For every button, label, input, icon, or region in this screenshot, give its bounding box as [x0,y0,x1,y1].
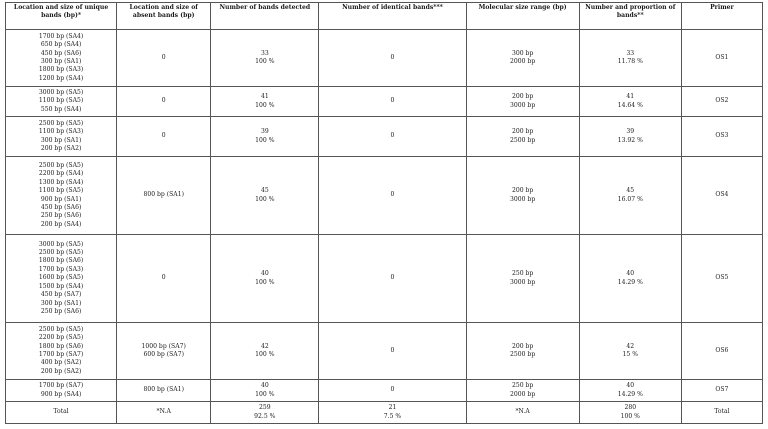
identical-bands-cell-line: 0 [390,97,395,105]
unique-bands-cell-line: 900 bp (SA1) [40,195,82,203]
unique-bands-cell-line: 550 bp (SA4) [40,105,82,113]
table-row [6,30,763,87]
bands-detected-cell-line: 100 % [255,101,275,109]
header-proportion: Number and proportion of bands** [579,3,681,30]
bands-detected-cell-line: 33 [260,49,269,57]
table-row [6,117,763,157]
identical-bands-cell-line: 0 [390,346,395,354]
table-row [6,323,763,380]
proportion-cell [579,402,681,424]
unique-bands-cell-line: 2200 bp (SA5) [38,334,84,342]
proportion-cell-line: 11.78 % [617,58,643,65]
unique-bands-cell-line: 200 bp (SA2) [40,144,82,152]
header-absent-bands: Location and size of absent bands (bp) [117,3,211,30]
absent-bands-cell-line: 600 bp (SA7) [143,351,184,358]
absent-bands-cell [117,235,211,323]
unique-bands-cell [6,87,117,117]
unique-bands-cell-line: 1500 bp (SA4) [38,282,84,290]
unique-bands-cell-line: 2200 bp (SA4) [38,170,84,178]
table-row [6,87,763,117]
data-table [5,2,763,424]
size-range-cell-line: 300 bp [511,49,534,57]
identical-bands-cell-line: 7.5 % [383,412,402,420]
unique-bands-cell-line: 250 bp (SA6) [40,307,82,315]
bands-detected-cell-line: 100 % [255,136,275,144]
identical-bands-cell [319,380,466,402]
bands-detected-cell [211,380,319,402]
size-range-cell-line: 3000 bp [510,278,536,286]
unique-bands-cell-line: 900 bp (SA4) [40,390,82,398]
size-range-cell [466,235,579,323]
primer-cell: OS6 [681,323,762,380]
unique-bands-cell-line: 1100 bp (SA5) [38,97,84,105]
bands-detected-cell-line: 41 [260,93,269,101]
table-row [6,380,763,402]
proportion-cell [579,30,681,87]
unique-bands-cell-line: 1200 bp (SA4) [38,74,84,82]
bands-detected-cell-line: 100 % [255,351,275,358]
primer-cell: OS2 [681,87,762,117]
bands-detected-cell-line: 100 % [255,58,275,65]
unique-bands-cell-line: 400 bp (SA2) [40,359,82,367]
absent-bands-cell [117,157,211,235]
bands-detected-cell-line: 39 [260,128,269,136]
proportion-cell [579,157,681,235]
primer-cell: OS4 [681,157,762,235]
unique-bands-cell-line: 450 bp (SA6) [40,203,82,211]
unique-bands-cell-line: 250 bp (SA6) [40,212,82,220]
unique-bands-cell-line: 650 bp (SA4) [40,41,82,49]
size-range-cell-line: 3000 bp [510,195,536,203]
primer-cell: OS1 [681,30,762,87]
unique-bands-cell-line: 1100 bp (SA3) [38,128,84,136]
bands-detected-cell [211,402,319,424]
identical-bands-cell-line: 0 [390,132,395,140]
unique-bands-cell-line: 1700 bp (SA7) [38,382,84,390]
header-unique-bands: Location and size of unique bands (bp)* [6,3,117,30]
size-range-cell-line: 250 bp [511,382,534,390]
proportion-cell-line: 14.29 % [617,390,643,398]
unique-bands-cell-line: 1700 bp (SA4) [38,32,84,40]
primer-cell: OS5 [681,235,762,323]
proportion-cell-line: 13.92 % [617,136,643,144]
identical-bands-cell-line: 0 [390,191,395,199]
size-range-cell [466,402,579,424]
bands-detected-cell-line: 45 [260,187,269,195]
size-range-cell-line: 200 bp [511,187,534,195]
absent-bands-cell [117,323,211,380]
size-range-cell-line: *N.A [515,408,530,416]
unique-bands-cell-line: 1600 bp (SA5) [38,274,84,282]
unique-bands-cell [6,235,117,323]
unique-bands-cell-line: 1100 bp (SA5) [38,187,84,195]
unique-bands-cell-line: 3000 bp (SA5) [38,88,84,96]
size-range-cell-line: 2500 bp [510,136,536,144]
absent-bands-cell-line: 0 [161,53,166,61]
identical-bands-cell-line: 0 [390,274,395,282]
proportion-cell-line: 14.29 % [617,278,643,286]
size-range-cell-line: 250 bp [511,270,534,278]
bands-detected-cell-line: 40 [260,270,269,278]
bands-detected-cell [211,235,319,323]
identical-bands-cell [319,87,466,117]
absent-bands-cell [117,117,211,157]
unique-bands-cell [6,323,117,380]
bands-detected-cell [211,323,319,380]
absent-bands-cell-line: 0 [161,274,166,282]
proportion-cell-line: 45 [626,187,635,195]
bands-detected-cell [211,157,319,235]
bands-detected-cell-line: 42 [260,342,269,350]
bands-detected-cell [211,117,319,157]
unique-bands-cell-line: Total [53,408,69,416]
header-size-range: Molecular size range (bp) [466,3,579,30]
size-range-cell-line: 2000 bp [510,58,536,65]
unique-bands-cell-line: 2500 bp (SA5) [38,119,84,127]
bands-detected-cell-line: 100 % [255,195,275,203]
size-range-cell-line: 200 bp [511,93,534,101]
unique-bands-cell-line: 1700 bp (SA3) [38,265,84,273]
identical-bands-cell [319,157,466,235]
proportion-cell [579,235,681,323]
proportion-cell-line: 14.64 % [617,101,643,109]
identical-bands-cell [319,117,466,157]
size-range-cell [466,30,579,87]
unique-bands-cell-line: 300 bp (SA1) [40,299,82,307]
bands-detected-cell-line: 92.5 % [254,412,276,420]
absent-bands-cell-line: 800 bp (SA1) [143,386,184,394]
identical-bands-cell [319,30,466,87]
size-range-cell [466,87,579,117]
proportion-cell [579,117,681,157]
unique-bands-cell-line: 200 bp (SA2) [40,367,82,375]
size-range-cell [466,157,579,235]
unique-bands-cell-line: 2500 bp (SA5) [38,249,84,257]
absent-bands-cell [117,380,211,402]
bands-detected-cell-line: 100 % [255,390,275,398]
unique-bands-cell-line: 450 bp (SA6) [40,49,82,57]
table-row [6,157,763,235]
identical-bands-cell [319,323,466,380]
proportion-cell-line: 40 [626,382,635,390]
absent-bands-cell-line: *N.A [156,408,171,416]
size-range-cell-line: 2000 bp [510,390,536,398]
identical-bands-cell [319,235,466,323]
header-identical-bands: Number of identical bands*** [319,3,466,30]
unique-bands-cell-line: 2500 bp (SA5) [38,161,84,169]
unique-bands-cell-line: 2500 bp (SA5) [38,325,84,333]
unique-bands-cell [6,117,117,157]
unique-bands-cell [6,30,117,87]
proportion-cell-line: 280 [624,404,637,412]
absent-bands-cell-line: 0 [161,132,166,140]
bands-detected-cell [211,87,319,117]
size-range-cell [466,117,579,157]
primer-cell: OS7 [681,380,762,402]
total-row [6,402,763,424]
unique-bands-cell-line: 1800 bp (SA6) [38,342,84,350]
bands-detected-cell [211,30,319,87]
proportion-cell-line: 16.07 % [617,195,643,203]
unique-bands-cell-line: 300 bp (SA1) [40,136,82,144]
unique-bands-cell-line: 1800 bp (SA3) [38,66,84,74]
primer-cell: Total [681,402,762,424]
absent-bands-cell-line: 0 [161,97,166,105]
size-range-cell [466,380,579,402]
size-range-cell-line: 200 bp [511,128,534,136]
unique-bands-cell-line: 300 bp (SA1) [40,58,82,65]
proportion-cell-line: 15 % [622,351,639,358]
unique-bands-cell [6,157,117,235]
unique-bands-cell [6,380,117,402]
unique-bands-cell-line: 450 bp (SA7) [40,291,82,299]
identical-bands-cell-line: 0 [390,53,395,61]
unique-bands-cell-line: 1700 bp (SA7) [38,351,84,358]
size-range-cell-line: 2500 bp [510,351,536,358]
proportion-cell [579,323,681,380]
unique-bands-cell-line: 1800 bp (SA6) [38,257,84,265]
unique-bands-cell-line: 200 bp (SA4) [40,220,82,228]
identical-bands-cell-line: 21 [388,404,397,412]
unique-bands-cell-line: 1300 bp (SA4) [38,178,84,186]
table-row [6,235,763,323]
proportion-cell-line: 33 [626,49,635,57]
proportion-cell-line: 100 % [620,412,640,420]
unique-bands-cell [6,402,117,424]
proportion-cell [579,380,681,402]
absent-bands-cell [117,30,211,87]
unique-bands-cell-line: 3000 bp (SA5) [38,240,84,248]
absent-bands-cell [117,87,211,117]
primer-cell: OS3 [681,117,762,157]
size-range-cell [466,323,579,380]
header-row [6,3,763,30]
proportion-cell-line: 42 [626,342,635,350]
proportion-cell-line: 39 [626,128,635,136]
header-bands-detected: Number of bands detected [211,3,319,30]
absent-bands-cell-line: 800 bp (SA1) [143,191,184,199]
table-body [6,30,763,424]
size-range-cell-line: 3000 bp [510,101,536,109]
size-range-cell-line: 200 bp [511,342,534,350]
identical-bands-cell-line: 0 [390,386,395,394]
absent-bands-cell-line: 1000 bp (SA7) [141,342,186,350]
bands-detected-cell-line: 40 [260,382,269,390]
absent-bands-cell [117,402,211,424]
identical-bands-cell [319,402,466,424]
header-primer: Primer [681,3,762,30]
proportion-cell-line: 40 [626,270,635,278]
bands-detected-cell-line: 259 [259,404,271,412]
proportion-cell-line: 41 [626,93,635,101]
bands-detected-cell-line: 100 % [255,278,275,286]
proportion-cell [579,87,681,117]
